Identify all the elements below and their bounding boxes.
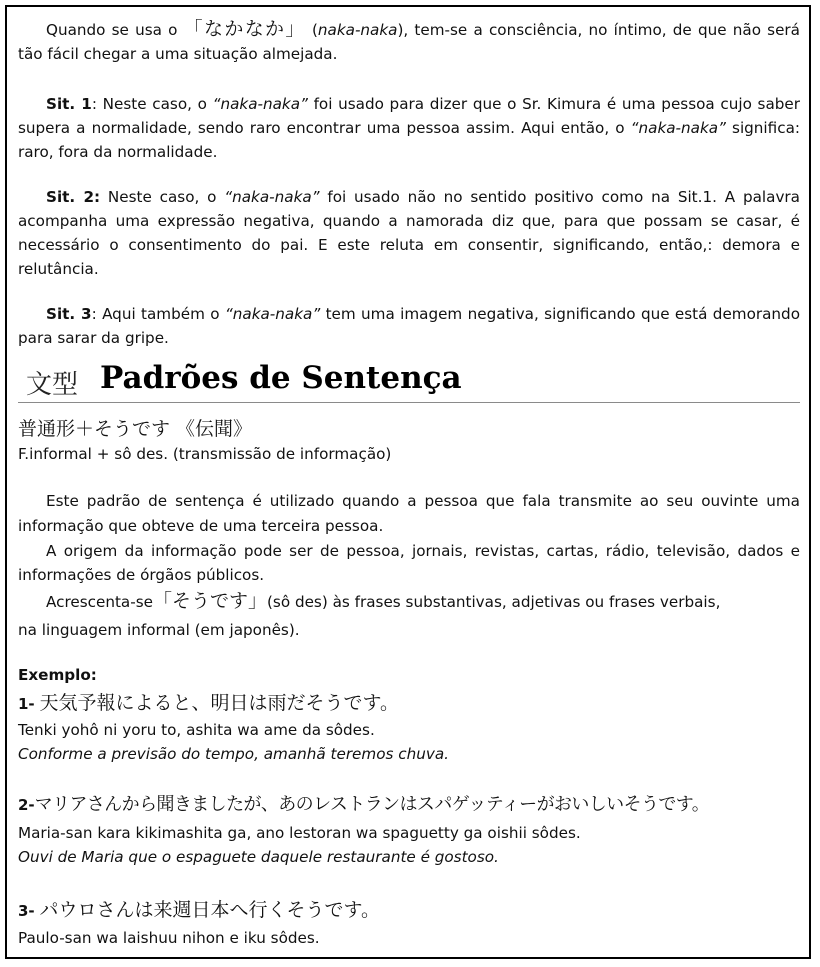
body-p3-a: Acrescenta-se — [46, 593, 153, 611]
example-1-translation: Conforme a previsão do tempo, amanhã teremos chuva. — [18, 745, 449, 763]
body-p1-text: Este padrão de sentença é utilizado quando a pessoa que fala transmite ao seu ouvinte uma informação que obteve de uma terceira pessoa. — [18, 492, 800, 535]
intro-text-pre: Quando se usa o — [46, 21, 184, 39]
section-title-jp: 文型 — [26, 370, 79, 400]
body-p3-c: na linguagem informal (em japonês). — [18, 621, 300, 639]
example-2-number: 2- — [18, 796, 35, 814]
intro-text-post: ), tem-se a consciência, no íntimo, de que não será tão fácil chegar a uma situação almejada. — [18, 21, 800, 63]
example-1-jp-text: 天気予報によると、明日は雨だそうです。 — [39, 692, 399, 714]
body-p2-text: A origem da informação pode ser de pessoa, jornais, revistas, cartas, rádio, televisão, dados e informações de órgãos públicos. — [18, 542, 800, 584]
sit2-term: “naka-naka” — [224, 188, 320, 206]
example-2-jp-text: マリアさんから聞きましたが、あのレストランはスパゲッティーがおいしいそうです。 — [34, 794, 710, 815]
body-paragraph-1 — [18, 489, 800, 539]
example-3-jp — [18, 899, 800, 922]
example-1-jp — [18, 692, 800, 715]
intro-paragraph — [18, 17, 800, 66]
sit1-term-2: “naka-naka” — [630, 119, 726, 137]
sit2-label: Sit. 2: — [46, 188, 101, 206]
sit2-paragraph — [18, 185, 800, 281]
intro-term: naka-naka — [317, 21, 398, 39]
pattern-jp-text: 普通形＋そうです 《伝聞》 — [18, 418, 253, 440]
sit2-text-a: Neste caso, o — [100, 188, 225, 206]
sit3-term: “naka-naka” — [224, 305, 321, 323]
body-paragraph-2 — [18, 539, 800, 587]
sit1-label: Sit. 1 — [46, 95, 92, 113]
body-paragraph-3-line-2 — [18, 619, 800, 641]
example-3-number: 3- — [18, 902, 35, 920]
sit1-text-a: : Neste caso, o — [91, 95, 213, 113]
pattern-pt-text: F.informal + sô des. (transmissão de informação) — [18, 445, 392, 463]
intro-jp-term: 「なかなか」 — [183, 18, 306, 40]
example-2-jp — [18, 794, 800, 816]
example-3-romaji: Paulo-san wa laishuu nihon e iku sôdes. — [18, 929, 320, 947]
body-p3-b: (sô des) às frases substantivas, adjetivas ou frases verbais, — [266, 593, 721, 611]
sit1-paragraph — [18, 92, 800, 164]
body-paragraph-3-line-1 — [46, 590, 800, 613]
example-2-romaji: Maria-san kara kikimashita ga, ano lestoran wa spaguetty ga oishii sôdes. — [18, 824, 581, 842]
body-p3-jp: 「そうです」 — [152, 590, 267, 612]
pattern-jp — [18, 418, 800, 441]
example-1-romaji: Tenki yohô ni yoru to, ashita wa ame da sôdes. — [18, 721, 375, 739]
example-1-number: 1- — [18, 695, 35, 713]
sit3-text-a: : Aqui também o — [91, 305, 225, 323]
sit2-text-b: foi usado não no sentido positivo como na Sit.1. A palavra acompanha uma expressão negativa, quando a namorada diz que, para que possam se casar, é necessário o consentimento do pai. E este reluta em consentir, significando, então,: demora e relutância. — [18, 188, 800, 278]
intro-paren: ( — [305, 21, 318, 39]
examples-heading: Exemplo: — [18, 666, 97, 684]
sit1-text-c: significa: raro, fora da normalidade. — [18, 119, 800, 161]
example-2-translation: Ouvi de Maria que o espaguete daquele restaurante é gostoso. — [18, 848, 499, 866]
section-title-row — [18, 360, 800, 403]
sit3-label: Sit. 3 — [46, 305, 92, 323]
sit3-text-b: tem uma imagem negativa, significando que está demorando para sarar da gripe. — [18, 305, 800, 347]
sit3-paragraph — [18, 302, 800, 350]
section-title: Padrões de Sentença — [100, 360, 462, 396]
sit1-term: “naka-naka” — [212, 95, 308, 113]
example-3-jp-text: パウロさんは来週日本へ行くそうです。 — [39, 899, 380, 921]
sit1-text-b: foi usado para dizer que o Sr. Kimura é uma pessoa cujo saber supera a normalidade, sendo raro encontrar uma pessoa assim. Aqui então, o — [18, 95, 800, 137]
pattern-pt — [18, 443, 800, 465]
